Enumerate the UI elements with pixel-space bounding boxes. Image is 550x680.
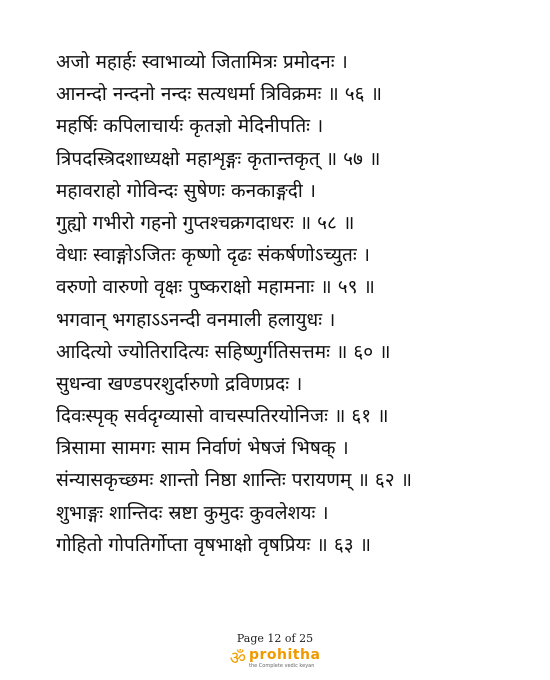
brand-text-group: [249, 648, 320, 669]
verse-line: भगवान् भगहाऽऽनन्दी वनमाली हलायुधः ।: [56, 308, 336, 331]
verse-line: अजो महार्हः स्वाभाव्यो जितामित्रः प्रमोदनः ।: [56, 51, 348, 73]
verse-line: शुभाङ्गः शान्तिदः स्रष्टा कुमुदः कुवलेशयः ।: [56, 501, 329, 524]
verse-line: दिवःस्पृक् सर्वदृग्व्यासो वाचस्पतिरयोनिजः ॥ ६१ ॥: [56, 405, 389, 428]
brand-tagline: the Complete vedic keyan: [249, 663, 315, 669]
verse-line: गुह्यो गभीरो गहनो गुप्तश्चक्रगदाधरः ॥ ५८ ॥: [56, 211, 355, 234]
verse-line: महर्षिः कपिलाचार्यः कृतज्ञो मेदिनीपतिः ।: [56, 115, 324, 138]
verse-line: गोहितो गोपतिर्गोप्ता वृषभाक्षो वृषप्रियः ॥ ६३ ॥: [56, 533, 372, 556]
verse-line: संन्यासकृच्छमः शान्तो निष्ठा शान्तिः परायणम् ॥ ६२ ॥: [56, 469, 413, 492]
verse-line: वेधाः स्वाङ्गोऽजितः कृष्णो दृढः संकर्षणोऽच्युतः ।: [56, 244, 370, 267]
om-icon: ॐ: [229, 647, 246, 669]
brand-logo: [230, 648, 321, 669]
verse-line: त्रिसामा सामगः साम निर्वाणं भेषजं भिषक् ।: [56, 437, 349, 460]
verse-line: आदित्यो ज्योतिरादित्यः सहिष्णुर्गतिसत्तमः ॥ ६० ॥: [56, 340, 391, 363]
verse-line: त्रिपदस्त्रिदशाध्यक्षो महाशृङ्गः कृतान्तकृत् ॥ ५७ ॥: [56, 147, 381, 170]
page-footer: [0, 632, 550, 669]
page-number: Page 12 of 25: [236, 632, 314, 645]
verse-block: [56, 46, 530, 561]
brand-name: prohitha: [249, 647, 321, 663]
verse-line: वरुणो वारुणो वृक्षः पुष्कराक्षो महामनाः ॥ ५९ ॥: [56, 276, 375, 299]
verse-line: महावराहो गोविन्दः सुषेणः कनकाङ्गदी ।: [56, 179, 316, 202]
verse-line: आनन्दो नन्दनो नन्दः सत्यधर्मा त्रिविक्रमः ॥ ५६ ॥: [56, 83, 382, 106]
verse-line: सुधन्वा खण्डपरशुर्दारुणो द्रविणप्रदः ।: [56, 372, 303, 395]
